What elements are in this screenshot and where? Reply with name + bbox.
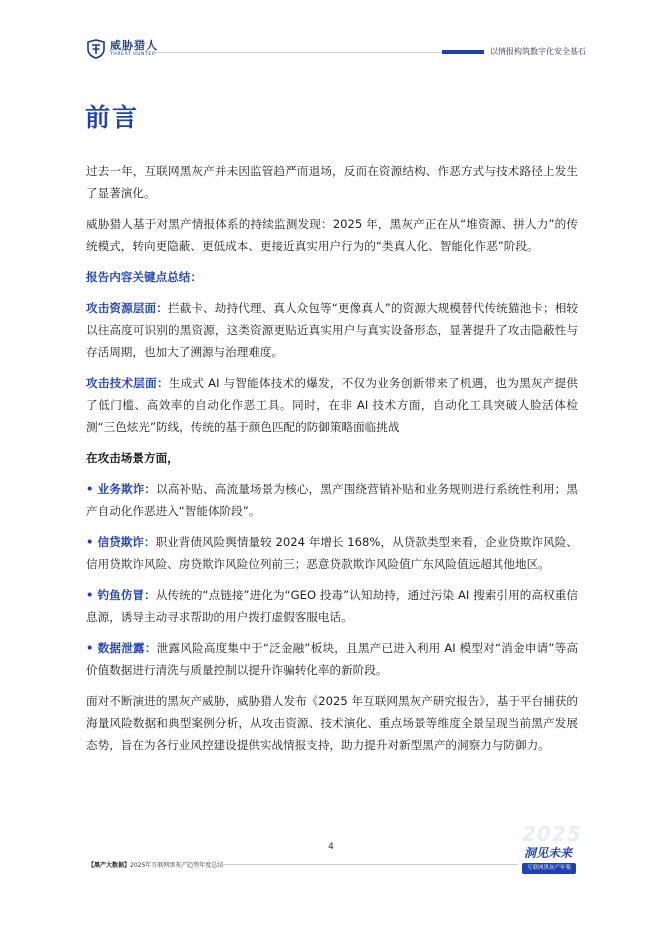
intro-paragraph: 过去一年，互联网黑灰产并未因监管趋严而退场，反而在资源结构、作恶方式与技术路径上发生了显著演化。 <box>86 164 578 200</box>
logo-name-en: THREAT HUNTER <box>110 52 156 58</box>
scenario-text: 从传统的“点链接”进化为“GEO 投毒”认知劫持，通过污染 AI 搜索引用的高权重信息源，诱导主动寻求帮助的用户拨打虚假客服电话。 <box>86 588 578 624</box>
bullet-icon: • <box>86 535 94 549</box>
scenario-heading: 在攻击场景方面， <box>86 451 179 465</box>
footer-divider <box>218 864 518 865</box>
yearbook-badge <box>516 822 580 878</box>
footer-title: 2025年互联网黑灰产趋势年度总结 <box>130 862 224 869</box>
header-accent-bar <box>442 50 484 54</box>
page-title: 前言 <box>85 103 140 132</box>
key-point-label: 攻击技术层面： <box>86 376 169 390</box>
bullet-icon: • <box>86 482 94 496</box>
scenario-label: 业务欺诈： <box>97 482 157 496</box>
key-point-text: 生成式 AI 与智能体技术的爆发，不仅为业务创新带来了机遇，也为黑灰产提供了低门槛、高效率的自动化作恶工具。同时，在非 AI 技术方面，自动化工具突破人脸活体检测“三色炫光”防线，传统的基于颜色匹配的防御策略面临挑战 <box>86 376 578 434</box>
key-point-paragraph <box>86 372 578 438</box>
footer-report-label <box>88 860 223 869</box>
scenario-item <box>86 478 578 522</box>
scenario-item <box>86 637 578 681</box>
key-point-label: 攻击资源层面： <box>86 301 168 315</box>
page-number: 4 <box>328 842 334 852</box>
key-point-paragraph <box>86 297 578 363</box>
intro-paragraph: 威胁猎人基于对黑产情报体系的持续监测发现：2025 年，黑灰产正在从“堆资源、拼人力”的传统模式，转向更隐蔽、更低成本、更接近真实用户行为的“类真人化、智能化作恶”阶段。 <box>86 217 578 253</box>
main-content <box>86 160 578 765</box>
key-point-text: 拦截卡、劫持代理、真人众包等“更像真人”的资源大规模替代传统猫池卡；相较以往高度可识别的黑资源，这类资源更贴近真实用户与真实设备形态，显著提升了攻击隐蔽性与存活周期，也加大了溯源与治理难度。 <box>86 301 578 359</box>
bullet-icon: • <box>86 588 94 602</box>
header-slogan: 以情报构筑数字化安全基石 <box>490 47 586 56</box>
header-divider <box>152 52 442 53</box>
scenario-text: 职业背债风险舆情量较 2024 年增长 168%，从贷款类型来看，企业贷欺诈风险、信用贷欺诈风险、房贷欺诈风险位列前三；恶意贷款欺诈风险值广东风险值远超其他地区。 <box>86 535 578 571</box>
page-header <box>0 0 662 70</box>
bullet-icon: • <box>86 641 94 655</box>
scenario-text: 以高补贴、高流量场景为核心，黑产围绕营销补贴和业务规则进行系统性利用；黑产自动化作恶进入“智能体阶段”。 <box>86 482 578 518</box>
summary-heading: 报告内容关键点总结： <box>86 270 202 284</box>
scenario-label: 数据泄露： <box>97 641 157 655</box>
scenario-label: 钓鱼仿冒： <box>97 588 156 602</box>
logo-name-cn: 威胁猎人 <box>110 39 158 53</box>
scenario-label: 信贷欺诈： <box>97 535 156 549</box>
company-logo <box>86 39 158 59</box>
badge-year: 2025 <box>522 822 582 846</box>
badge-subtitle: 互联网黑灰产年鉴 <box>522 863 576 874</box>
shield-logo-icon <box>86 39 106 59</box>
scenario-text: 泄露风险高度集中于“泛金融”板块，且黑产已进入利用 AI 模型对“消金申请”等高价值数据进行清洗与质量控制以提升诈骗转化率的新阶段。 <box>86 641 578 677</box>
scenario-item <box>86 584 578 628</box>
footer-tag: 【黑产大数据】 <box>88 862 131 869</box>
scenario-item <box>86 531 578 575</box>
badge-title: 洞见未来 <box>524 846 573 860</box>
closing-paragraph: 面对不断演进的黑灰产威胁，威胁猎人发布《2025 年互联网黑灰产研究报告》，基于平台捕获的海量风险数据和典型案例分析，从攻击资源、技术演化、重点场景等维度全景呈现当前黑产发展态势，旨在为各行业风控建设提供实战情报支持，助力提升对新型黑产的洞察力与防御力。 <box>86 694 578 752</box>
